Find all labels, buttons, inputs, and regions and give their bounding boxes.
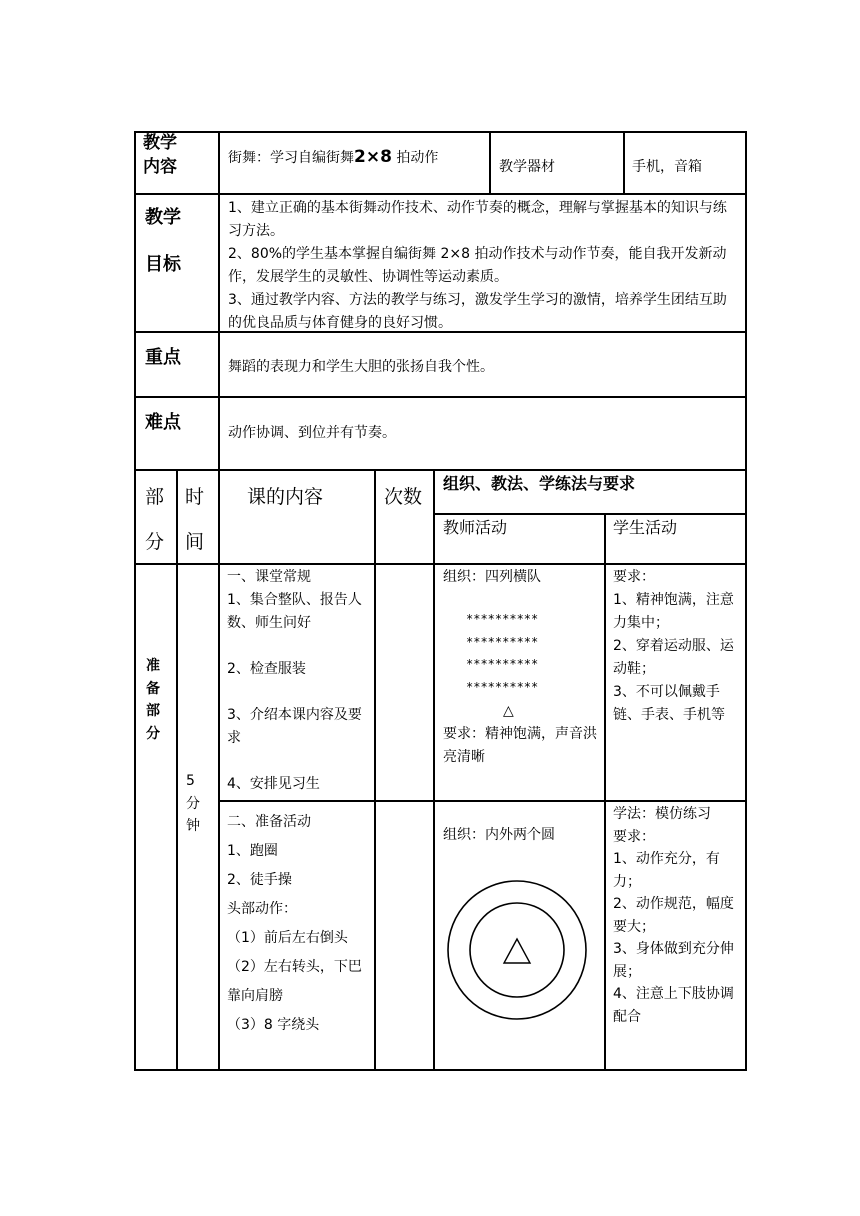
col-teacher: 教师活动 [443,518,508,537]
inner-circle [470,903,564,997]
row1-student [613,566,741,727]
col-content: 课的内容 [247,486,324,508]
col-part-2: 分 [145,531,165,553]
difficulty-text: 动作协调、到位并有节奏。 [228,425,396,441]
col-methods: 组织、教法、学练法与要求 [443,474,636,493]
grid-line [433,513,747,515]
grid-line [218,131,220,471]
teacher-triangle-icon: △ [503,703,514,719]
list-item: （1）前后左右倒头 [227,930,348,946]
row2-student [613,803,741,1028]
formation-row: ********** [466,657,539,671]
time-number: 5 [186,773,195,789]
grid-line [135,396,747,398]
list-item: 2、动作规范，幅度要大； [613,896,734,935]
part-char: 备 [146,680,160,697]
grid-line [176,469,178,1071]
list-item: （2）左右转头，下巴靠向肩膀 [227,959,362,1004]
content-num: 2×8 [354,147,392,167]
list-item: 二、准备活动 [227,814,311,830]
part-char: 分 [146,725,160,742]
row2-content [227,808,371,1040]
list-item: 头部动作： [227,901,297,917]
time-unit: 钟 [186,818,200,834]
grid-line [135,131,747,133]
content-label: 教学 内容 [143,133,177,177]
content-prefix: 街舞：学习自编街舞 [228,150,354,166]
row1-content [227,566,371,796]
list-item: 3、不可以佩戴手链、手表、手机等 [613,684,725,723]
col-time-2: 间 [185,531,205,553]
list-item: 要求： [613,828,655,845]
col-student: 学生活动 [613,518,678,537]
key-point-label: 重点 [145,347,181,368]
content-title [228,146,438,170]
goals-list [228,197,740,335]
col-count: 次数 [384,486,423,508]
formation-row: ********** [466,679,539,694]
grid-line [433,469,435,1071]
list-item: 学法：模仿练习 [613,806,711,822]
part-name [146,655,160,745]
list-item: 2、徒手操 [227,872,292,888]
formation-row: ********** [466,612,539,626]
grid-line [745,131,747,1071]
list-item: 1、跑圈 [227,843,278,859]
teacher-triangle-icon [504,939,530,963]
grid-line [218,800,747,802]
grid-line [135,193,747,195]
list-item: 一、课堂常规 [227,569,311,585]
list-item: 3、身体做到充分伸展； [613,941,734,980]
col-part-1: 部 [145,486,165,508]
time-unit: 分 [186,795,200,812]
grid-line [218,469,220,1071]
grid-line [623,131,625,195]
col-time-1: 时 [185,486,205,508]
outer-circle [448,881,586,1019]
grid-line [135,1069,747,1071]
grid-line [135,563,747,565]
grid-line [135,469,747,471]
two-circles-diagram [446,879,588,1021]
list-item: 2、检查服装 [227,661,306,677]
list-item: 1、动作充分，有力； [613,851,720,890]
goal-item-1: 1、建立正确的基本街舞动作技术、动作节奏的概念，理解与掌握基本的知识与练习方法。 [228,200,727,239]
formation-row: ********** [466,634,539,649]
part-char: 准 [146,658,160,674]
grid-line [374,469,376,1071]
row2-teacher-org: 组织：内外两个圆 [443,827,555,843]
row1-teacher-req: 要求：精神饱满，声音洪亮清晰 [443,726,597,765]
list-item: 1、精神饱满，注意力集中； [613,592,734,631]
goal-item-2: 2、80%的学生基本掌握自编街舞 2×8 拍动作技术与动作节奏，能自我开发新动作，发展学生的灵敏性、协调性等运动素质。 [228,246,727,285]
grid-line [134,131,136,1071]
goal-item-3: 3、通过教学内容、方法的教学与练习，激发学生学习的激情，培养学生团结互助的优良品质与体育健身的良好习惯。 [228,292,727,331]
equipment-label: 教学器材 [499,159,555,175]
grid-line [489,131,491,195]
list-item: 2、穿着运动服、运动鞋； [613,638,734,677]
list-item: 3、介绍本课内容及要求 [227,707,362,746]
part-char: 部 [146,703,160,719]
difficulty-label: 难点 [145,412,181,433]
key-point-text: 舞蹈的表现力和学生大胆的张扬自我个性。 [228,359,494,375]
list-item: 要求： [613,569,655,585]
content-suffix: 拍动作 [396,150,439,166]
row1-teacher-org: 组织：四列横队 [443,569,541,585]
list-item: 4、安排见习生 [227,776,320,792]
list-item: 1、集合整队、报告人数、师生问好 [227,592,362,631]
list-item: 4、注意上下肢协调配合 [613,986,734,1025]
goals-label-2: 目标 [145,254,181,275]
grid-line [604,513,606,1071]
list-item: （3）8 字绕头 [227,1017,320,1033]
formation [466,608,538,698]
time-value [186,770,200,838]
equipment-value: 手机，音箱 [632,159,702,175]
goals-label-1: 教学 [145,207,181,228]
